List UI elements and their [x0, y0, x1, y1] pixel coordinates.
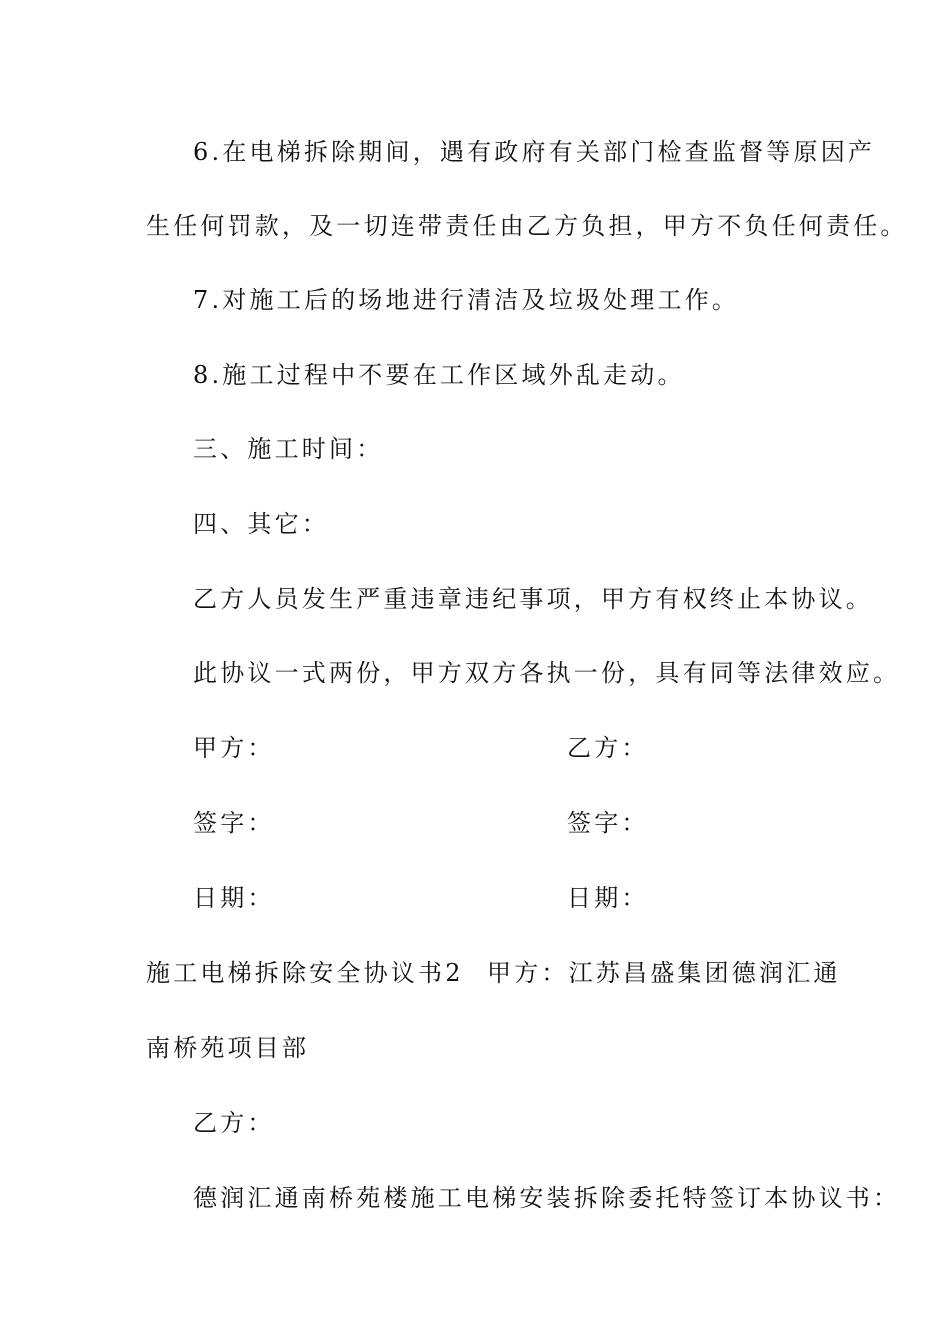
date-b-label: 日期： — [567, 884, 649, 912]
clause-6-line-2: 生任何罚款，及一切连带责任由乙方负担，甲方不负任何责任。 — [146, 212, 908, 240]
section-other: 四、其它： — [193, 510, 329, 538]
clause-8: 8.施工过程中不要在工作区域外乱走动。 — [193, 361, 685, 389]
date-a-label: 日期： — [193, 884, 275, 912]
second-party-b: 乙方： — [193, 1109, 275, 1137]
copies-clause: 此协议一式两份，甲方双方各执一份，具有同等法律效应。 — [193, 659, 901, 687]
second-party-a-continued: 南桥苑项目部 — [146, 1034, 310, 1062]
clause-6-line-1: 6.在电梯拆除期间，遇有政府有关部门检查监督等原因产 — [193, 138, 876, 166]
clause-7: 7.对施工后的场地进行清洁及垃圾处理工作。 — [193, 286, 740, 314]
termination-clause: 乙方人员发生严重违章违纪事项，甲方有权终止本协议。 — [193, 585, 873, 613]
second-agreement-header — [146, 958, 841, 988]
second-party-a: 甲方：江苏昌盛集团德润汇通 — [487, 959, 841, 987]
second-agreement-title: 施工电梯拆除安全协议书2 — [146, 959, 464, 987]
signature-row-date — [193, 883, 649, 913]
sign-a-label: 签字： — [193, 809, 275, 837]
entrustment-statement: 德润汇通南桥苑楼施工电梯安装拆除委托特签订本协议书： — [193, 1184, 901, 1212]
signature-row-party — [193, 733, 649, 763]
party-a-label: 甲方： — [193, 734, 275, 762]
section-construction-time: 三、施工时间： — [193, 435, 384, 463]
signature-row-sign — [193, 808, 649, 838]
sign-b-label: 签字： — [567, 809, 649, 837]
party-b-label: 乙方： — [567, 734, 649, 762]
